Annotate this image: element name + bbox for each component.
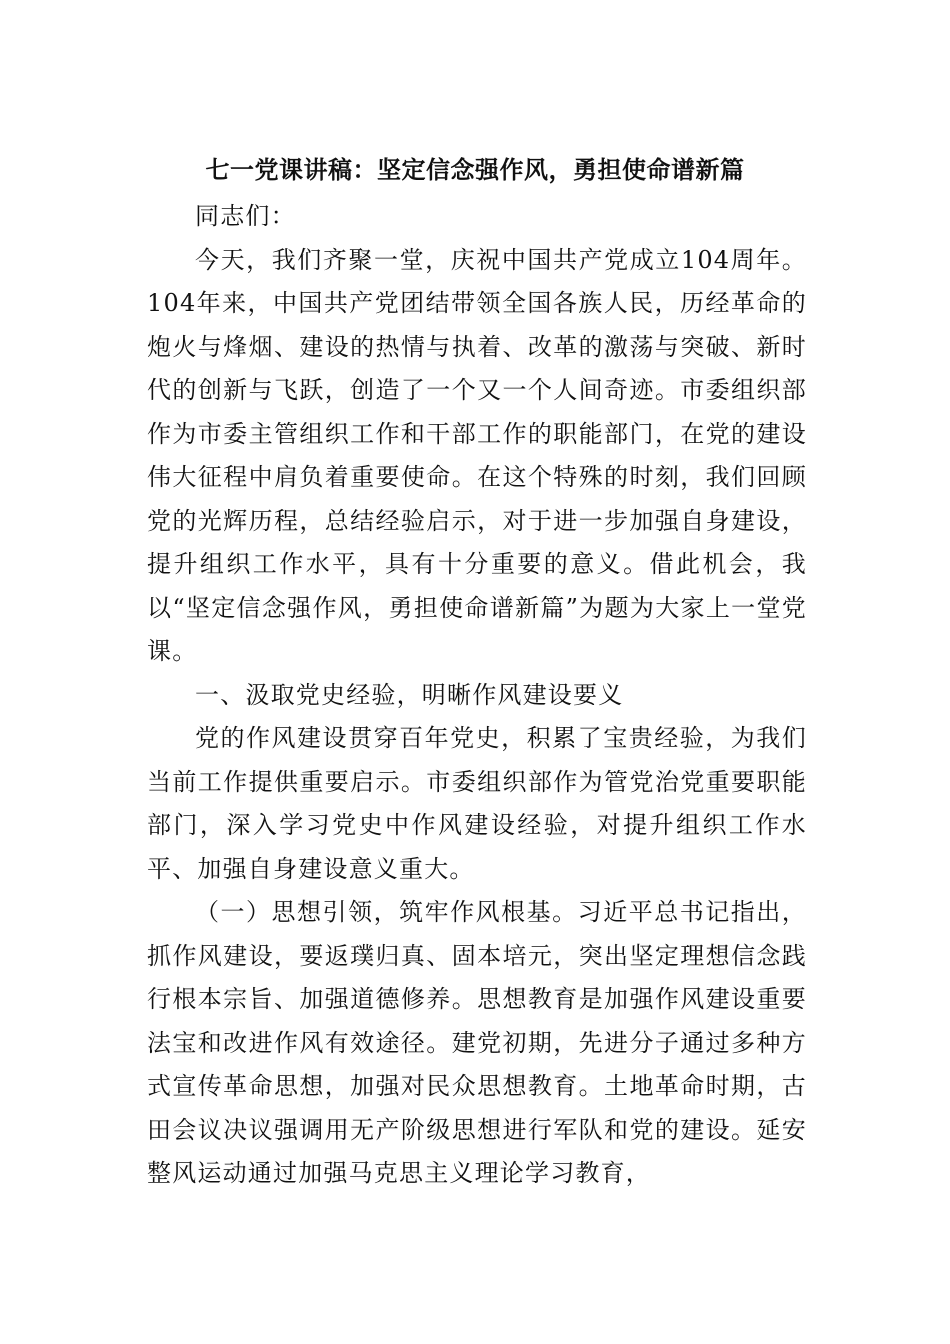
section-1-paragraph: 党的作风建设贯穿百年党史，积累了宝贵经验，为我们当前工作提供重要启示。市委组织部作为管党治党重要职能部门，深入学习党史中作风建设经验，对提升组织工作水平、加强自身建设意义重大。 [147, 724, 807, 883]
document-body [147, 195, 807, 1196]
document-title: 七一党课讲稿：坚定信念强作风，勇担使命谱新篇 [205, 156, 745, 184]
subsection-1-paragraph: （一）思想引领，筑牢作风根基。习近平总书记指出，抓作风建设，要返璞归真、固本培元，突出坚定理想信念践行根本宗旨、加强道德修养。思想教育是加强作风建设重要法宝和改进作风有效途径。建党初期，先进分子通过多种方式宣传革命思想，加强对民众思想教育。土地革命时期，古田会议决议强调用无产阶级思想进行军队和党的建设。延安整风运动通过加强马克思主义理论学习教育， [147, 898, 807, 1187]
intro-paragraph: 今天，我们齐聚一堂，庆祝中国共产党成立104周年。104年来，中国共产党团结带领全国各族人民，历经革命的炮火与烽烟、建设的热情与执着、改革的激荡与突破、新时代的创新与飞跃，创造了一个又一个人间奇迹。市委组织部作为市委主管组织工作和干部工作的职能部门，在党的建设伟大征程中肩负着重要使命。在这个特殊的时刻，我们回顾党的光辉历程，总结经验启示，对于进一步加强自身建设，提升组织工作水平，具有十分重要的意义。借此机会，我以“坚定信念强作风，勇担使命谱新篇”为题为大家上一堂党课。 [147, 245, 807, 665]
section-heading-1: 一、汲取党史经验，明晰作风建设要义 [195, 680, 624, 709]
salutation-paragraph: 同志们： [195, 202, 296, 230]
